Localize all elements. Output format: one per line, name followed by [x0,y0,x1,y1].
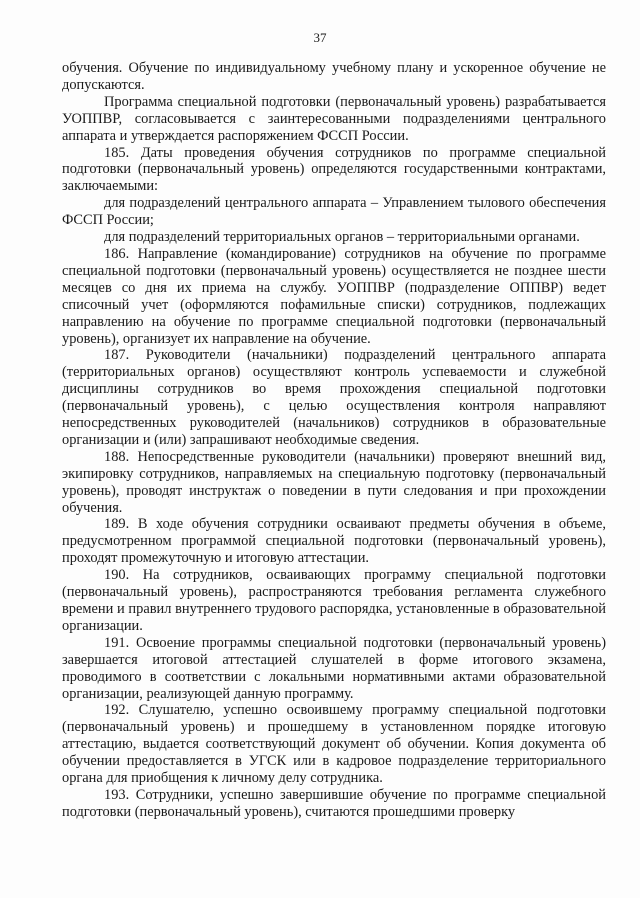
page-number: 37 [313,30,327,45]
paragraph: 188. Непосредственные руководители (начальники) проверяют внешний вид, экипировку сотрудников, направляемых на специальную подготовку (первоначальный уровень), проводят инструктаж о поведении в пути следования и при прохождении обучения. [62,448,606,516]
paragraph: для подразделений территориальных органов – территориальными органами. [104,229,580,246]
paragraph: 193. Сотрудники, успешно завершившие обучение по программе специальной подготовки (первоначальный уровень), считаются прошедшими проверку [62,786,606,820]
paragraph: Программа специальной подготовки (первоначальный уровень) разрабатывается УОППВР, согласовывается с заинтересованными подразделениями центрального аппарата и утверждается распоряжением ФССП России. [62,93,606,144]
paragraph: 192. Слушателю, успешно освоившему программу специальной подготовки (первоначальный уровень) и прошедшему в установленном порядке итоговую аттестацию, выдается соответствующий документ об обучении. Копия документа об обучении предоставляется в УГСК или в кадровое подразделение территориального органа для приобщения к личному делу сотрудника. [62,702,606,787]
paragraph: 185. Даты проведения обучения сотрудников по программе специальной подготовки (первоначальный уровень) определяются государственными контрактами, заключаемыми: [62,144,606,195]
paragraph: для подразделений центрального аппарата – Управлением тылового обеспечения ФССП России; [62,195,606,229]
paragraph: обучения. Обучение по индивидуальному учебному плану и ускоренное обучение не допускаются. [62,60,606,93]
paragraph: 186. Направление (командирование) сотрудников на обучение по программе специальной подготовки (первоначальный уровень) осуществляется не позднее шести месяцев со дня их приема на службу. УОППВР (подразделение ОППВР) ведет списочный учет (оформляются пофамильные списки) сотрудников, подлежащих направлению на обучение по программе специальной подготовки (первоначальный уровень), организует их направление на обучение. [62,245,606,347]
paragraph: 190. На сотрудников, осваивающих программу специальной подготовки (первоначальный уровень), распространяются требования регламента служебного времени и правил внутреннего трудового распорядка, установленные в образовательной организации. [62,567,606,634]
document-body [62,60,606,821]
paragraph: 191. Освоение программы специальной подготовки (первоначальный уровень) завершается итоговой аттестацией слушателей в форме итогового экзамена, проводимого в соответствии с локальными нормативными актами образовательной организации, реализующей данную программу. [62,634,606,702]
paragraph: 187. Руководители (начальники) подразделений центрального аппарата (территориальных органов) осуществляют контроль успеваемости и служебной дисциплины сотрудников во время прохождения специальной подготовки (первоначальный уровень), с целью осуществления контроля направляют непосредственных руководителей (начальников) сотрудников в образовательные организации и (или) запрашивают необходимые сведения. [62,347,606,448]
paragraph: 189. В ходе обучения сотрудники осваивают предметы обучения в объеме, предусмотренном программой специальной подготовки (первоначальный уровень), проходят промежуточную и итоговую аттестации. [62,516,606,567]
